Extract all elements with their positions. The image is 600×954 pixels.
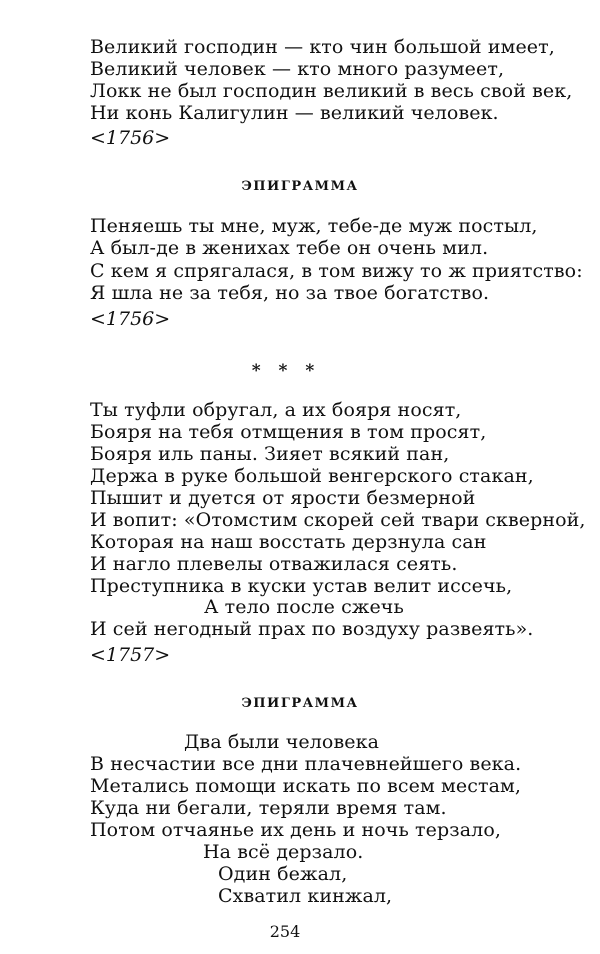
poem3-line-7: Которая на наш восстать дерзнула сан bbox=[90, 531, 487, 553]
poem4-line-3: Метались помощи искать по всем местам, bbox=[90, 775, 522, 797]
poem4-line-2: В несчастии все дни плачевнейшего века. bbox=[90, 753, 522, 775]
poem3-line-3: Бояря иль паны. Зияет всякий пан, bbox=[90, 443, 450, 465]
poem4-line-7: Один бежал, bbox=[218, 863, 348, 885]
poem4-line-6: На всё дерзало. bbox=[203, 841, 364, 863]
poem4-line-5: Потом отчаянье их день и ночь терзало, bbox=[90, 819, 502, 841]
page-number: 254 bbox=[269, 922, 301, 941]
poem3-date: <1757> bbox=[90, 644, 171, 666]
poem1-line-1: Великий господин — кто чин большой имеет, bbox=[90, 36, 555, 58]
poem1-line-3: Локк не был господин великий в весь свой век, bbox=[90, 80, 573, 102]
poem4-line-4: Куда ни бегали, теряли время там. bbox=[90, 797, 447, 819]
poem3-line-9: Преступника в куски устав велит иссечь, bbox=[90, 575, 513, 597]
poem2-line-3: С кем я спрягалася, в том вижу то ж приятство: bbox=[90, 260, 583, 282]
poem4-title: ЭПИГРАММА bbox=[241, 696, 359, 711]
poem2-line-2: А был-де в женихах тебе он очень мил. bbox=[90, 237, 489, 259]
poem4-line-8: Схватил кинжал, bbox=[218, 885, 393, 907]
poem3-line-2: Бояря на тебя отмщения в том просят, bbox=[90, 421, 487, 443]
poem4-line-1: Два были человека bbox=[184, 731, 380, 753]
poem2-title: ЭПИГРАММА bbox=[241, 179, 359, 194]
poem3-line-8: И нагло плевелы отважилася сеять. bbox=[90, 553, 458, 575]
poem1-line-2: Великий человек — кто много разумеет, bbox=[90, 58, 505, 80]
poem1-date: <1756> bbox=[90, 127, 171, 149]
poem3-line-1: Ты туфли обругал, а их бояря носят, bbox=[90, 399, 462, 421]
poem2-date: <1756> bbox=[90, 308, 171, 330]
poem2-line-4: Я шла не за тебя, но за твое богатство. bbox=[90, 282, 490, 304]
poem3-line-4: Держа в руке большой венгерского стакан, bbox=[90, 465, 534, 487]
section-separator: * * * bbox=[251, 361, 321, 381]
poem2-line-1: Пеняешь ты мне, муж, тебе-де муж постыл, bbox=[90, 215, 538, 237]
poem1-line-4: Ни конь Калигулин — великий человек. bbox=[90, 102, 499, 124]
poem3-line-5: Пышит и дуется от ярости безмерной bbox=[90, 487, 476, 509]
poem3-line-6: И вопит: «Отомстим скорей сей твари скверной, bbox=[90, 509, 586, 531]
poem3-line-10: А тело после сжечь bbox=[204, 596, 404, 618]
poem3-line-11: И сей негодный прах по воздуху развеять». bbox=[90, 618, 534, 640]
